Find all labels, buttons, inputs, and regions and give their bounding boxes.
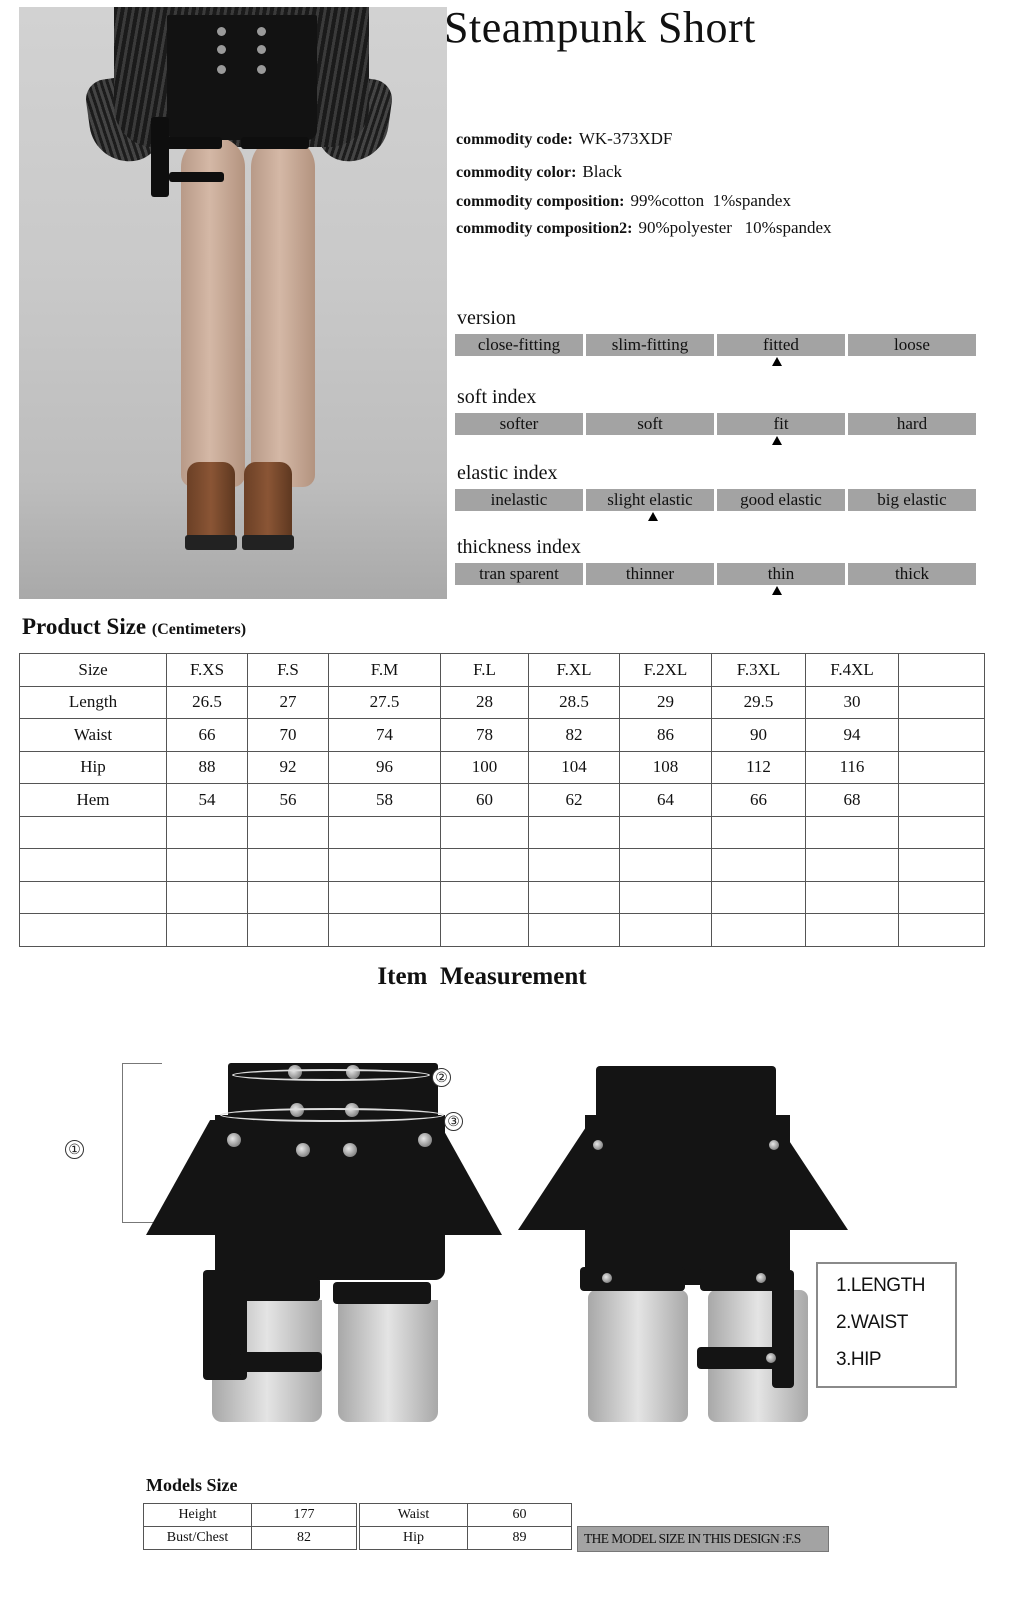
attribute-value: WK-373XDF — [578, 129, 673, 148]
table-cell — [248, 914, 329, 947]
table-row — [144, 1504, 357, 1527]
elastic-index-title: elastic index — [457, 462, 558, 484]
table-cell — [899, 784, 985, 817]
scale-option: soft — [586, 413, 714, 435]
table-cell: 68 — [806, 784, 899, 817]
table-cell — [329, 914, 441, 947]
rivet — [296, 1143, 310, 1157]
thigh-strap-right — [241, 137, 309, 149]
mannequin-leg-left — [588, 1290, 688, 1422]
selected-marker-icon — [772, 357, 782, 366]
row-label: Bust/Chest — [144, 1527, 252, 1550]
table-cell — [806, 849, 899, 882]
marker-length: ① — [65, 1140, 84, 1159]
table-cell: 177 — [252, 1504, 357, 1527]
scale-option: thick — [848, 563, 976, 585]
table-cell: 26.5 — [167, 686, 248, 719]
models-size-table-left — [143, 1503, 357, 1550]
table-cell — [620, 914, 712, 947]
table-cell: 82 — [529, 719, 620, 752]
product-size-table — [19, 653, 985, 947]
table-cell — [441, 881, 529, 914]
rivet — [418, 1133, 432, 1147]
attribute-label: commodity composition: — [456, 193, 625, 210]
table-cell — [329, 849, 441, 882]
scale-option: softer — [455, 413, 583, 435]
table-cell — [441, 849, 529, 882]
item-measurement-heading: Item Measurement — [377, 963, 587, 990]
table-cell: 70 — [248, 719, 329, 752]
leg-right — [251, 137, 315, 487]
row-label: Hem — [20, 784, 167, 817]
leg-left — [181, 137, 245, 487]
scale-option-selected: fitted — [717, 334, 845, 356]
table-cell: 60 — [441, 784, 529, 817]
scale-option: inelastic — [455, 489, 583, 511]
attribute-composition2 — [456, 218, 832, 238]
scale-option: thinner — [586, 563, 714, 585]
soft-index-title: soft index — [457, 386, 537, 408]
table-cell — [329, 881, 441, 914]
model-size-note: THE MODEL SIZE IN THIS DESIGN :F.S — [577, 1526, 829, 1552]
table-cell: 90 — [712, 719, 806, 752]
table-cell — [899, 914, 985, 947]
header-cell: Size — [20, 654, 167, 687]
rivet — [756, 1273, 766, 1283]
attribute-value: 99%cotton 1%spandex — [630, 191, 791, 210]
table-cell: 92 — [248, 751, 329, 784]
scale-option: big elastic — [848, 489, 976, 511]
product-photo — [19, 7, 447, 599]
table-cell — [248, 849, 329, 882]
table-cell — [620, 881, 712, 914]
header-cell: F.3XL — [712, 654, 806, 687]
models-size-table-right — [359, 1503, 572, 1550]
row-label: Length — [20, 686, 167, 719]
table-cell — [806, 881, 899, 914]
table-cell — [529, 849, 620, 882]
version-scale — [455, 334, 976, 356]
models-size-heading: Models Size — [146, 1475, 238, 1495]
version-title: version — [457, 307, 516, 329]
back-body — [585, 1115, 790, 1285]
table-cell: 60 — [468, 1504, 572, 1527]
table-cell — [712, 881, 806, 914]
table-cell — [20, 914, 167, 947]
boot-sole-left — [185, 535, 237, 550]
table-cell: 100 — [441, 751, 529, 784]
table-cell — [248, 881, 329, 914]
rivet — [343, 1143, 357, 1157]
elastic-index-scale — [455, 489, 976, 511]
table-row-empty — [20, 849, 985, 882]
soft-index-scale — [455, 413, 976, 435]
table-cell — [167, 914, 248, 947]
rivet — [593, 1140, 603, 1150]
table-cell — [899, 849, 985, 882]
table-cell: 29 — [620, 686, 712, 719]
row-label: Height — [144, 1504, 252, 1527]
table-row — [360, 1527, 572, 1550]
scale-option-selected: slight elastic — [586, 489, 714, 511]
attribute-color — [456, 162, 622, 182]
header-cell — [899, 654, 985, 687]
row-label: Waist — [20, 719, 167, 752]
selected-marker-icon — [772, 586, 782, 595]
row-label: Hip — [360, 1527, 468, 1550]
table-cell: 27 — [248, 686, 329, 719]
rivet — [769, 1140, 779, 1150]
table-cell: 27.5 — [329, 686, 441, 719]
table-cell — [806, 914, 899, 947]
hip-measure-ellipse — [220, 1108, 444, 1122]
table-cell: 104 — [529, 751, 620, 784]
table-cell: 56 — [248, 784, 329, 817]
scale-option-selected: fit — [717, 413, 845, 435]
table-cell — [899, 816, 985, 849]
shorts — [167, 15, 317, 140]
rivet — [602, 1273, 612, 1283]
attribute-label: commodity color: — [456, 164, 577, 181]
front-thigh-strap-lower — [230, 1352, 322, 1372]
attribute-label: commodity composition2: — [456, 220, 633, 237]
table-cell: 74 — [329, 719, 441, 752]
table-cell: 94 — [806, 719, 899, 752]
table-cell: 82 — [252, 1527, 357, 1550]
thigh-pouch — [151, 117, 169, 197]
table-cell — [712, 914, 806, 947]
table-cell — [167, 816, 248, 849]
header-cell: F.S — [248, 654, 329, 687]
table-cell — [899, 881, 985, 914]
table-cell: 66 — [712, 784, 806, 817]
table-cell — [441, 816, 529, 849]
thigh-strap-left — [164, 137, 222, 149]
table-cell — [167, 849, 248, 882]
front-thigh-strap-right — [333, 1282, 431, 1304]
thickness-index-title: thickness index — [457, 536, 581, 558]
table-row — [20, 719, 985, 752]
table-row — [20, 686, 985, 719]
table-cell: 62 — [529, 784, 620, 817]
table-cell: 96 — [329, 751, 441, 784]
table-cell — [620, 849, 712, 882]
table-cell: 29.5 — [712, 686, 806, 719]
back-thigh-strap-lower — [697, 1347, 792, 1369]
legend-waist: 2.WAIST — [836, 1312, 908, 1333]
scale-option: good elastic — [717, 489, 845, 511]
row-label: Waist — [360, 1504, 468, 1527]
selected-marker-icon — [648, 512, 658, 521]
table-cell: 66 — [167, 719, 248, 752]
table-cell — [529, 914, 620, 947]
table-cell: 116 — [806, 751, 899, 784]
rivet — [227, 1133, 241, 1147]
scale-option: tran sparent — [455, 563, 583, 585]
table-row-empty — [20, 816, 985, 849]
table-cell — [20, 881, 167, 914]
attribute-code — [456, 129, 672, 149]
table-cell: 28 — [441, 686, 529, 719]
table-cell — [248, 816, 329, 849]
table-cell: 54 — [167, 784, 248, 817]
table-cell: 88 — [167, 751, 248, 784]
table-cell: 112 — [712, 751, 806, 784]
boot-right — [244, 462, 292, 542]
table-cell: 64 — [620, 784, 712, 817]
table-cell: 30 — [806, 686, 899, 719]
selected-marker-icon — [772, 436, 782, 445]
mannequin-leg-right — [338, 1300, 438, 1422]
boot-left — [187, 462, 235, 542]
header-cell: F.4XL — [806, 654, 899, 687]
header-cell: F.XL — [529, 654, 620, 687]
scale-option-selected: thin — [717, 563, 845, 585]
table-cell — [20, 816, 167, 849]
product-size-unit: (Centimeters) — [151, 621, 247, 638]
product-title: Steampunk Short — [444, 3, 756, 52]
table-cell — [806, 816, 899, 849]
table-cell: 89 — [468, 1527, 572, 1550]
header-cell: F.L — [441, 654, 529, 687]
header-cell: F.XS — [167, 654, 248, 687]
front-thigh-strap-left — [205, 1277, 320, 1301]
header-cell: F.M — [329, 654, 441, 687]
product-size-title: Product Size — [22, 614, 147, 639]
product-size-heading — [22, 614, 246, 640]
thickness-index-scale — [455, 563, 976, 585]
table-cell — [620, 816, 712, 849]
back-thigh-pouch — [772, 1270, 794, 1388]
header-cell: F.2XL — [620, 654, 712, 687]
table-cell — [441, 914, 529, 947]
table-cell — [899, 719, 985, 752]
legend-hip: 3.HIP — [836, 1349, 882, 1370]
thigh-strap-lower — [169, 172, 224, 182]
attribute-value: 90%polyester 10%spandex — [638, 218, 832, 237]
table-cell — [899, 751, 985, 784]
length-bracket — [122, 1063, 162, 1223]
legend-length: 1.LENGTH — [836, 1275, 925, 1296]
table-cell: 78 — [441, 719, 529, 752]
table-row-empty — [20, 881, 985, 914]
table-cell — [712, 849, 806, 882]
scale-option: loose — [848, 334, 976, 356]
table-cell — [529, 816, 620, 849]
table-header-row — [20, 654, 985, 687]
table-row — [144, 1527, 357, 1550]
attribute-value: Black — [582, 162, 623, 181]
table-cell — [712, 816, 806, 849]
scale-option: slim-fitting — [586, 334, 714, 356]
table-row — [20, 784, 985, 817]
attribute-composition — [456, 191, 791, 211]
table-cell — [329, 816, 441, 849]
scale-option: hard — [848, 413, 976, 435]
table-row — [20, 751, 985, 784]
table-cell: 58 — [329, 784, 441, 817]
table-cell: 108 — [620, 751, 712, 784]
waist-measure-ellipse — [232, 1069, 430, 1081]
attribute-label: commodity code: — [456, 131, 573, 148]
front-body — [215, 1115, 445, 1280]
table-cell: 86 — [620, 719, 712, 752]
table-cell: 28.5 — [529, 686, 620, 719]
rivet — [766, 1353, 776, 1363]
table-row — [360, 1504, 572, 1527]
row-label: Hip — [20, 751, 167, 784]
table-cell — [899, 686, 985, 719]
table-cell — [529, 881, 620, 914]
table-cell — [20, 849, 167, 882]
back-thigh-strap-left — [580, 1267, 685, 1291]
measurement-legend — [816, 1262, 957, 1388]
marker-waist: ② — [432, 1068, 451, 1087]
scale-option: close-fitting — [455, 334, 583, 356]
boot-sole-right — [242, 535, 294, 550]
marker-hip: ③ — [444, 1112, 463, 1131]
table-row-empty — [20, 914, 985, 947]
table-cell — [167, 881, 248, 914]
